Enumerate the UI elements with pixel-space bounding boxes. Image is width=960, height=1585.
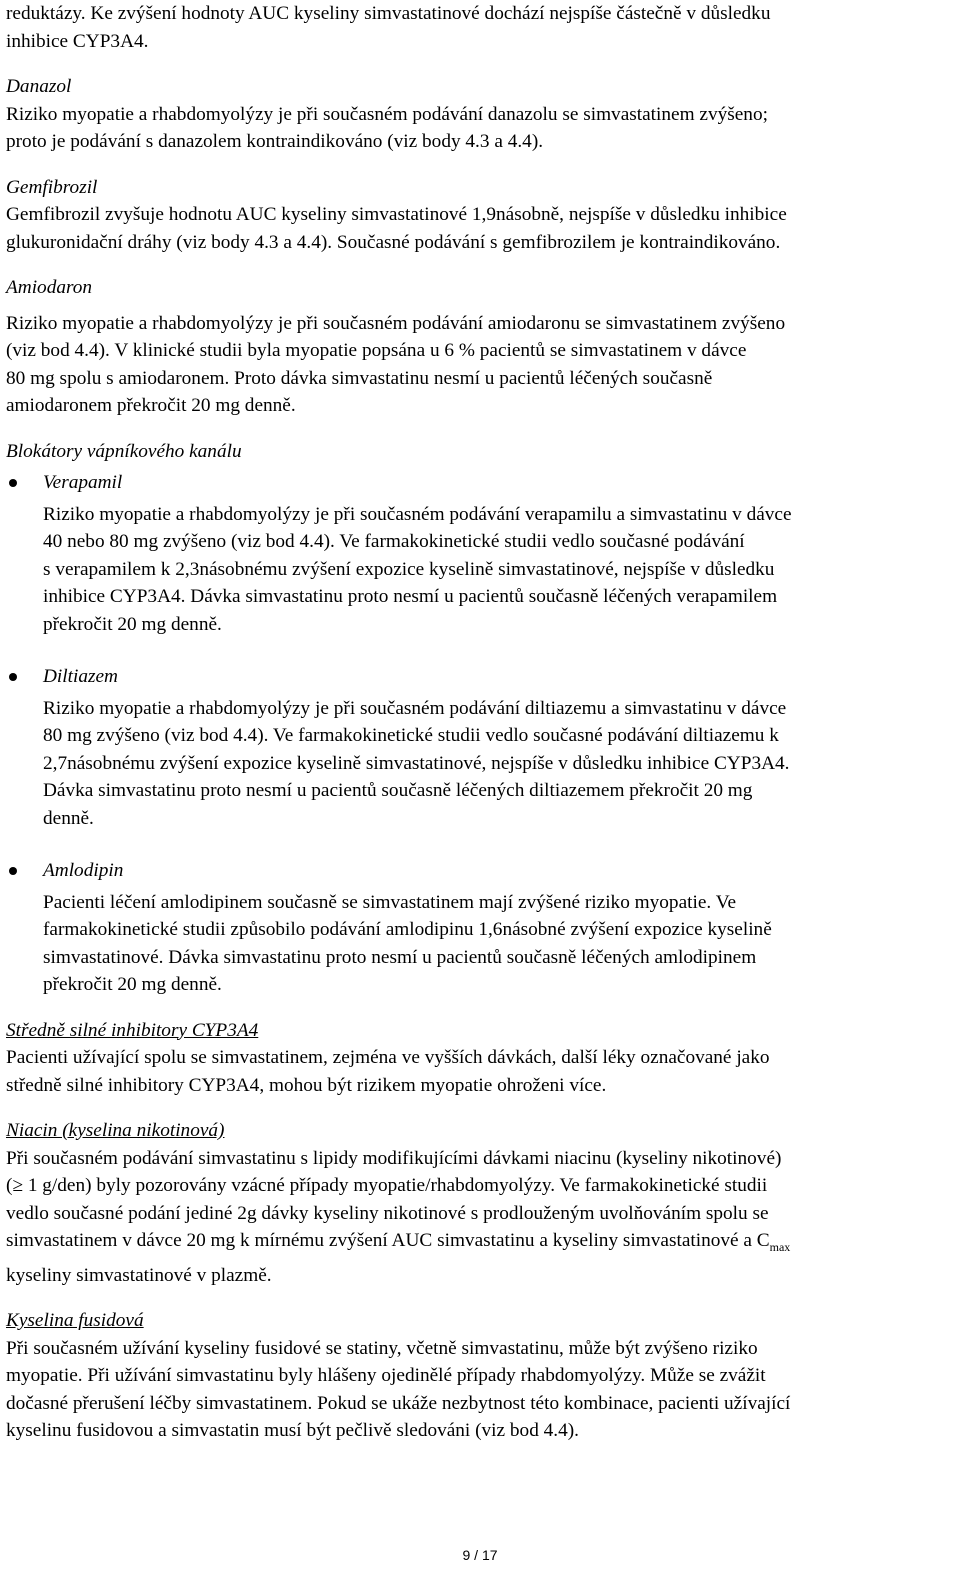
- text-line: Riziko myopatie a rhabdomyolýzy je při současném podávání amiodaronu se simvastatinem zvýšeno: [6, 312, 786, 334]
- text-line: vedlo současné podání jediné 2g dávky kyseliny nikotinové s prodlouženým uvolňováním spolu se: [6, 1202, 769, 1224]
- text-line: Pacienti užívající spolu se simvastatinem, zejména ve vyšších dávkách, další léky označované jako: [6, 1047, 770, 1068]
- bullet-icon: [9, 673, 17, 681]
- section-calcium-channel-blockers: [6, 438, 950, 999]
- text-line: myopatie. Při užívání simvastatinu byly hlášeny ojedinělé případy rhabdomyolýzy. Může se zvážit: [6, 1365, 766, 1386]
- text-line: 80 mg zvýšeno (viz bod 4.4). Ve farmakokinetické studii vedlo současné podávání diltiazemu k: [43, 725, 779, 746]
- section-amiodaron: [6, 274, 950, 420]
- section-heading: Středně silné inhibitory CYP3A4: [6, 1019, 259, 1041]
- text-line: Při současném podávání simvastatinu s lipidy modifikujícími dávkami niacinu (kyseliny nikotinové): [6, 1147, 782, 1169]
- section-heading: Gemfibrozil: [6, 176, 98, 198]
- text-line: 40 nebo 80 mg zvýšeno (viz bod 4.4). Ve farmakokinetické studii vedlo současné podávání: [43, 531, 745, 552]
- text-line: dočasné přerušení léčby simvastatinem. Pokud se ukáže nezbytnost této kombinace, pacienti užívající: [6, 1392, 791, 1414]
- text-line: inhibice CYP3A4.: [6, 30, 149, 52]
- text-line: Dávka simvastatinu proto nesmí u pacientů současně léčených diltiazemem překročit 20 mg: [43, 780, 753, 801]
- text-line: 80 mg spolu s amiodaronem. Proto dávka simvastatinu nesmí u pacientů léčených současně: [6, 367, 713, 389]
- text-line: amiodaronem překročit 20 mg denně.: [6, 395, 296, 416]
- bullet-icon: [9, 867, 17, 875]
- text-line: Při současném užívání kyseliny fusidové se statiny, včetně simvastatinu, může být zvýšeno riziko: [6, 1337, 758, 1359]
- intro-paragraph: [6, 0, 950, 55]
- text-line: překročit 20 mg denně.: [43, 974, 222, 995]
- text-segment: simvastatinem v dávce 20 mg k mírnému zvýšení AUC simvastatinu a kyseliny simvastatinové a C: [6, 1230, 770, 1251]
- text-line: glukuronidační dráhy (viz body 4.3 a 4.4). Současné podávání s gemfibrozilem je kontraindikováno.: [6, 231, 781, 253]
- text-line: středně silné inhibitory CYP3A4, mohou být rizikem myopatie ohroženi více.: [6, 1074, 607, 1096]
- text-line: překročit 20 mg denně.: [43, 613, 222, 635]
- section-niacin: [6, 1117, 950, 1289]
- section-heading: Amiodaron: [6, 277, 93, 298]
- text-line: Gemfibrozil zvyšuje hodnotu AUC kyseliny simvastatinové 1,9násobně, nejspíše v důsledku inhibice: [6, 204, 787, 225]
- item-title: Amlodipin: [43, 860, 124, 881]
- list-item-verapamil: [6, 469, 950, 638]
- text-line: farmakokinetické studii způsobilo podávání amlodipinu 1,6násobné zvýšení expozice kyselině: [43, 919, 772, 940]
- list-item-diltiazem: [6, 663, 950, 832]
- text-line: (≥ 1 g/den) byly pozorovány vzácné případy myopatie/rhabdomyolýzy. Ve farmakokinetické studii: [6, 1175, 768, 1196]
- text-line: 2,7násobnému zvýšení expozice kyselině simvastatinové, nejspíše v důsledku inhibice CYP3A4.: [43, 752, 790, 774]
- text-line: inhibice CYP3A4. Dávka simvastatinu proto nesmí u pacientů současně léčených verapamilem: [43, 586, 778, 607]
- text-line: (viz bod 4.4). V klinické studii byla myopatie popsána u 6 % pacientů se simvastatinem v dávce: [6, 340, 747, 361]
- section-gemfibrozil: [6, 174, 950, 257]
- section-heading: Niacin (kyselina nikotinová): [6, 1120, 225, 1141]
- text-line: [6, 1227, 950, 1262]
- text-line: kyseliny simvastatinové v plazmě.: [6, 1264, 272, 1286]
- text-line: Riziko myopatie a rhabdomyolýzy je při současném podávání diltiazemu a simvastatinu v dávce: [43, 697, 787, 719]
- text-line: Riziko myopatie a rhabdomyolýzy je při současném podávání verapamilu a simvastatinu v dávce: [43, 503, 792, 525]
- text-line: proto je podávání s danazolem kontraindikováno (viz body 4.3 a 4.4).: [6, 131, 544, 152]
- section-heading: Blokátory vápníkového kanálu: [6, 440, 242, 462]
- text-line: denně.: [43, 807, 94, 829]
- document-page: [6, 0, 950, 1445]
- page-number: 9 / 17: [462, 1547, 498, 1563]
- list-item-amlodipin: [6, 857, 950, 999]
- text-line: simvastatinové. Dávka simvastatinu proto nesmí u pacientů současně léčených amlodipinem: [43, 946, 757, 968]
- section-fusidic-acid: [6, 1307, 950, 1445]
- section-danazol: [6, 73, 950, 156]
- cmax-subscript: max: [769, 1240, 791, 1254]
- bullet-icon: [9, 479, 17, 487]
- section-heading: Kyselina fusidová: [6, 1310, 144, 1331]
- item-title: Diltiazem: [43, 666, 118, 687]
- section-heading: Danazol: [6, 76, 72, 97]
- text-line: s verapamilem k 2,3násobnému zvýšení expozice kyselině simvastatinové, nejspíše v důsledku: [43, 558, 775, 580]
- text-line: reduktázy. Ke zvýšení hodnoty AUC kyseliny simvastatinové dochází nejspíše částečně v důsledku: [6, 3, 771, 24]
- text-line: kyselinu fusidovou a simvastatin musí být pečlivě sledováni (viz bod 4.4).: [6, 1420, 579, 1441]
- text-line: Riziko myopatie a rhabdomyolýzy je při současném podávání danazolu se simvastatinem zvýšeno;: [6, 103, 768, 125]
- text-line: Pacienti léčení amlodipinem současně se simvastatinem mají zvýšené riziko myopatie. Ve: [43, 891, 737, 913]
- section-moderate-inhibitors: [6, 1017, 950, 1100]
- item-title: Verapamil: [43, 472, 123, 493]
